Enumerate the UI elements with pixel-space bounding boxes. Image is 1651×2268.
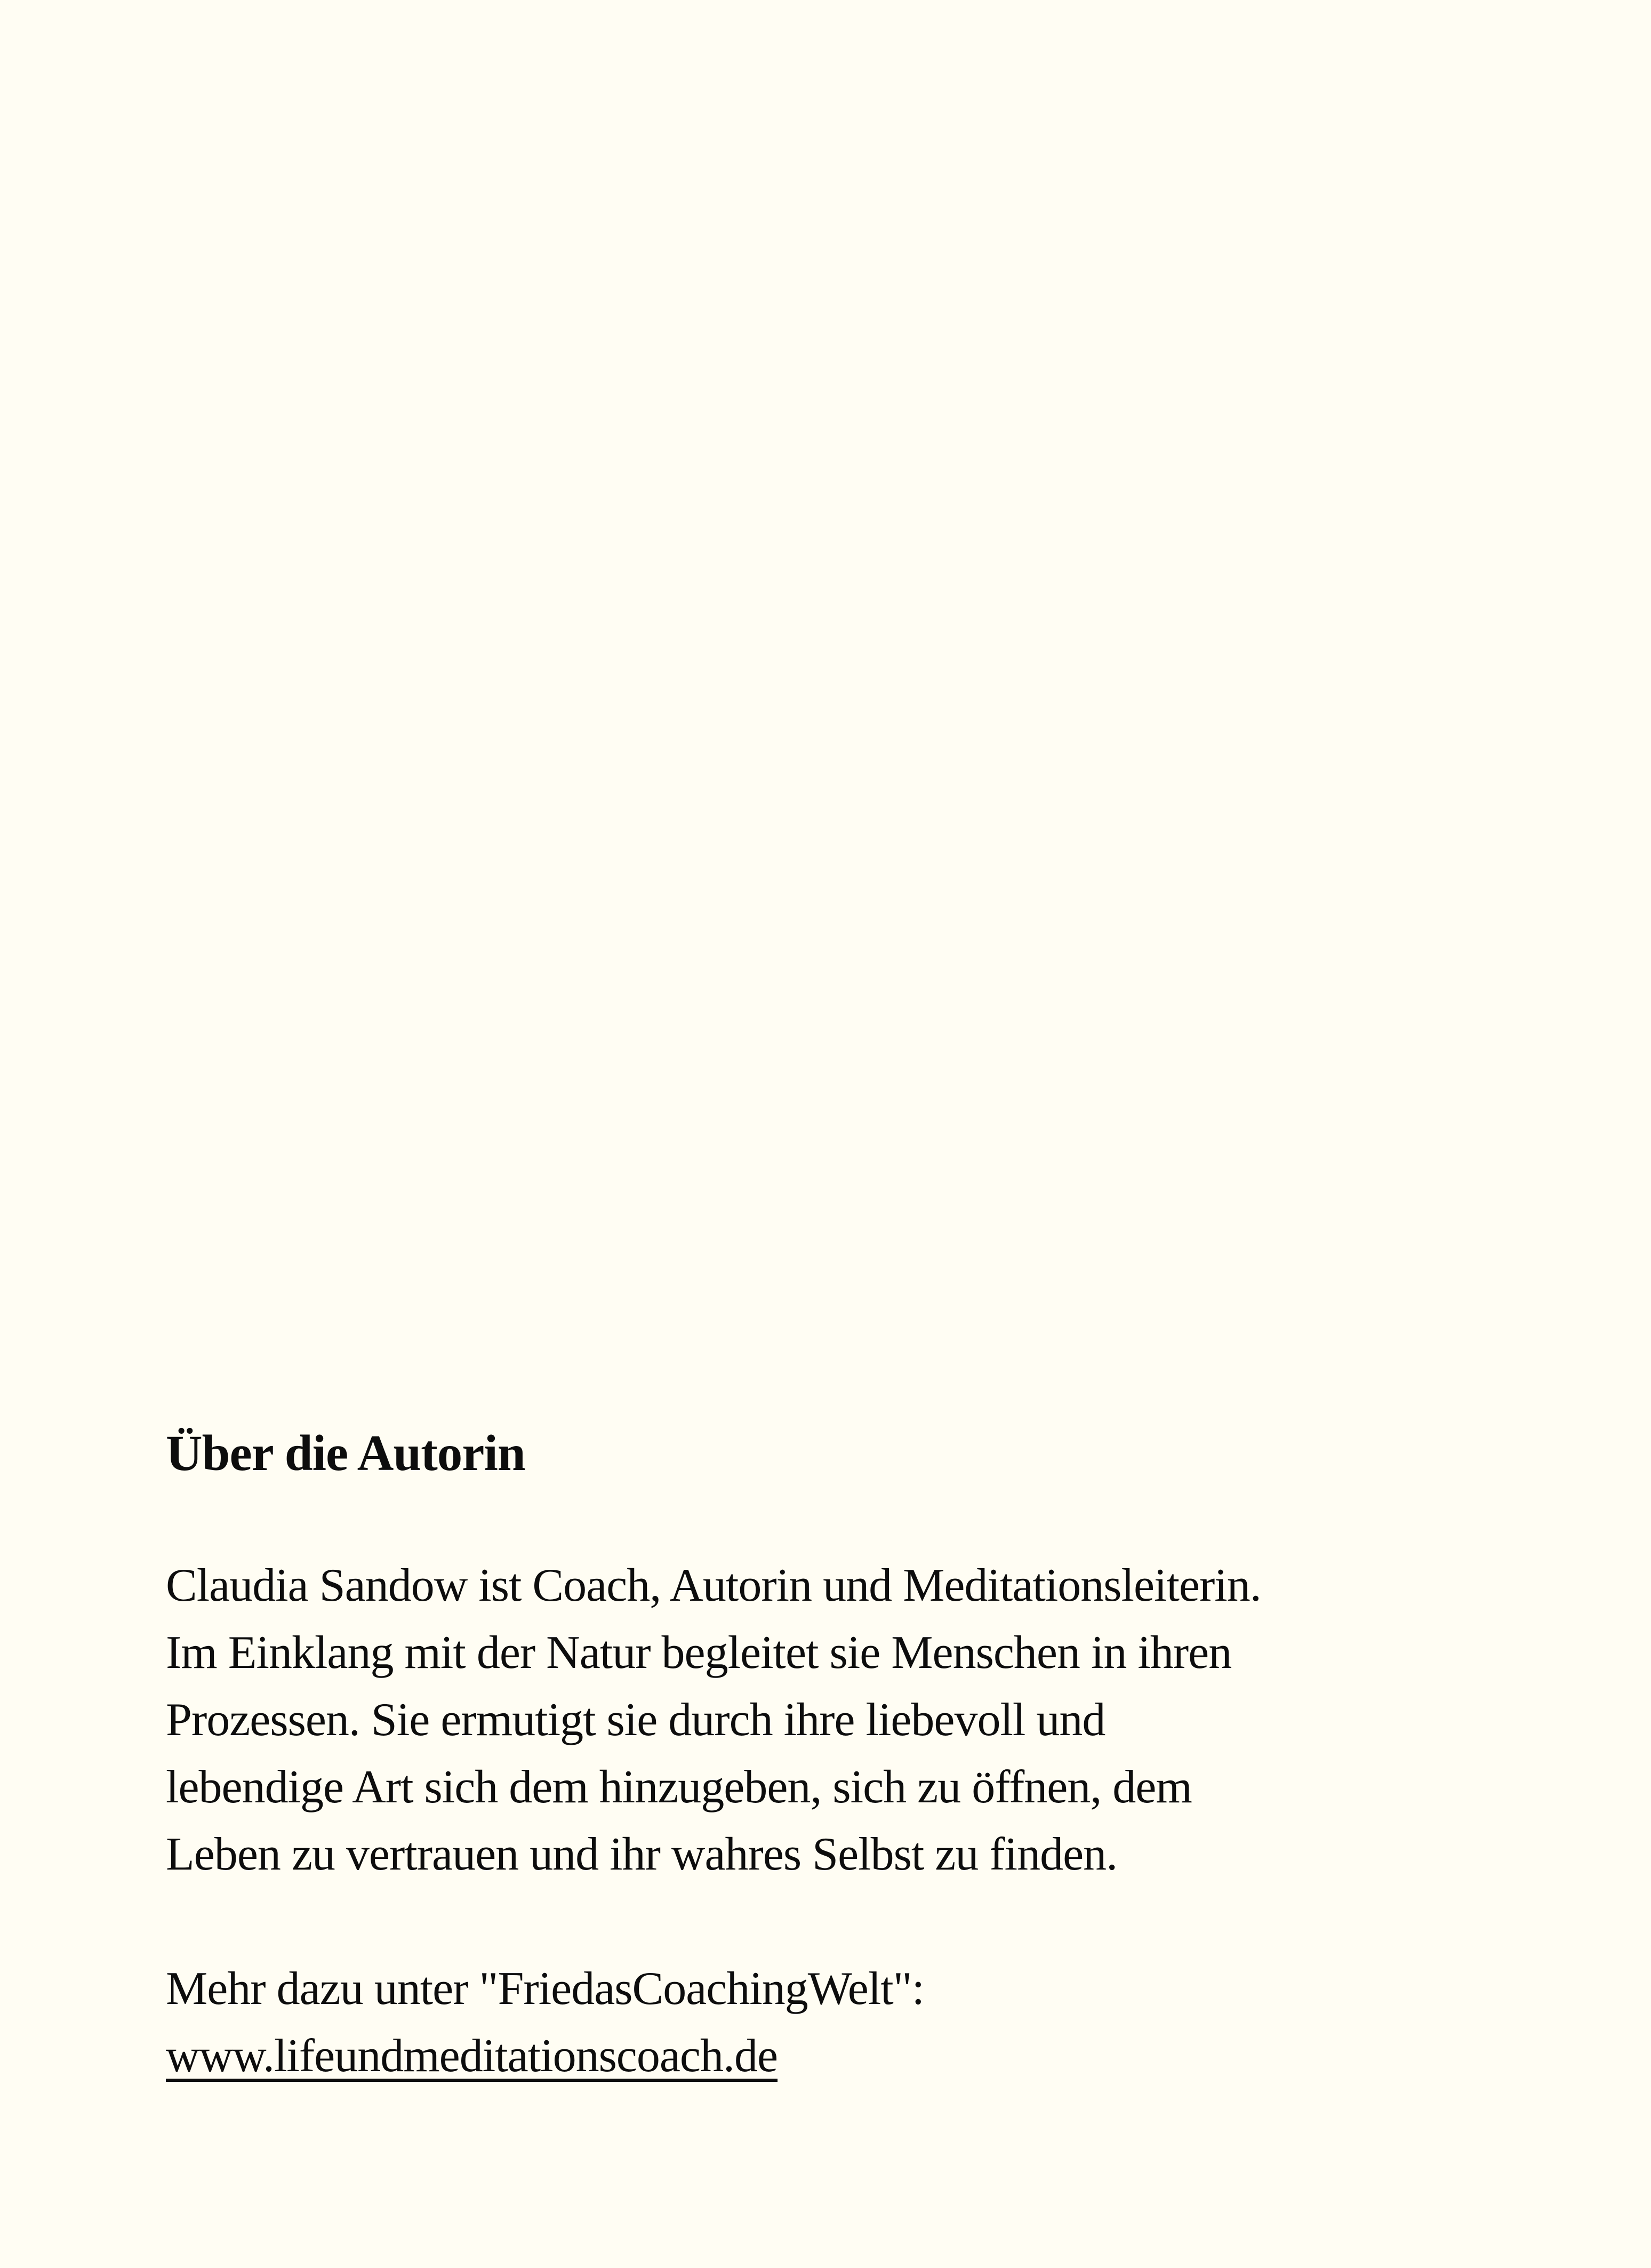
more-info-text: Mehr dazu unter "FriedasCoachingWelt":	[166, 1963, 925, 2015]
section-heading: Über die Autorin	[166, 1425, 525, 1481]
bio-line: Leben zu vertrauen und ihr wahres Selbst zu finden.	[166, 1828, 1118, 1880]
about-author-section	[166, 1419, 1552, 2090]
bio-line: Im Einklang mit der Natur begleitet sie Menschen in ihren	[166, 1627, 1232, 1679]
website-link[interactable]: www.lifeundmeditationscoach.de	[166, 2030, 778, 2082]
bio-line: Prozessen. Sie ermutigt sie durch ihre liebevoll und	[166, 1694, 1105, 1746]
author-bio	[166, 1552, 1552, 1888]
more-info	[166, 1955, 1552, 2090]
bio-line: Claudia Sandow ist Coach, Autorin und Meditationsleiterin.	[166, 1560, 1261, 1611]
bio-line: lebendige Art sich dem hinzugeben, sich zu öffnen, dem	[166, 1761, 1192, 1813]
